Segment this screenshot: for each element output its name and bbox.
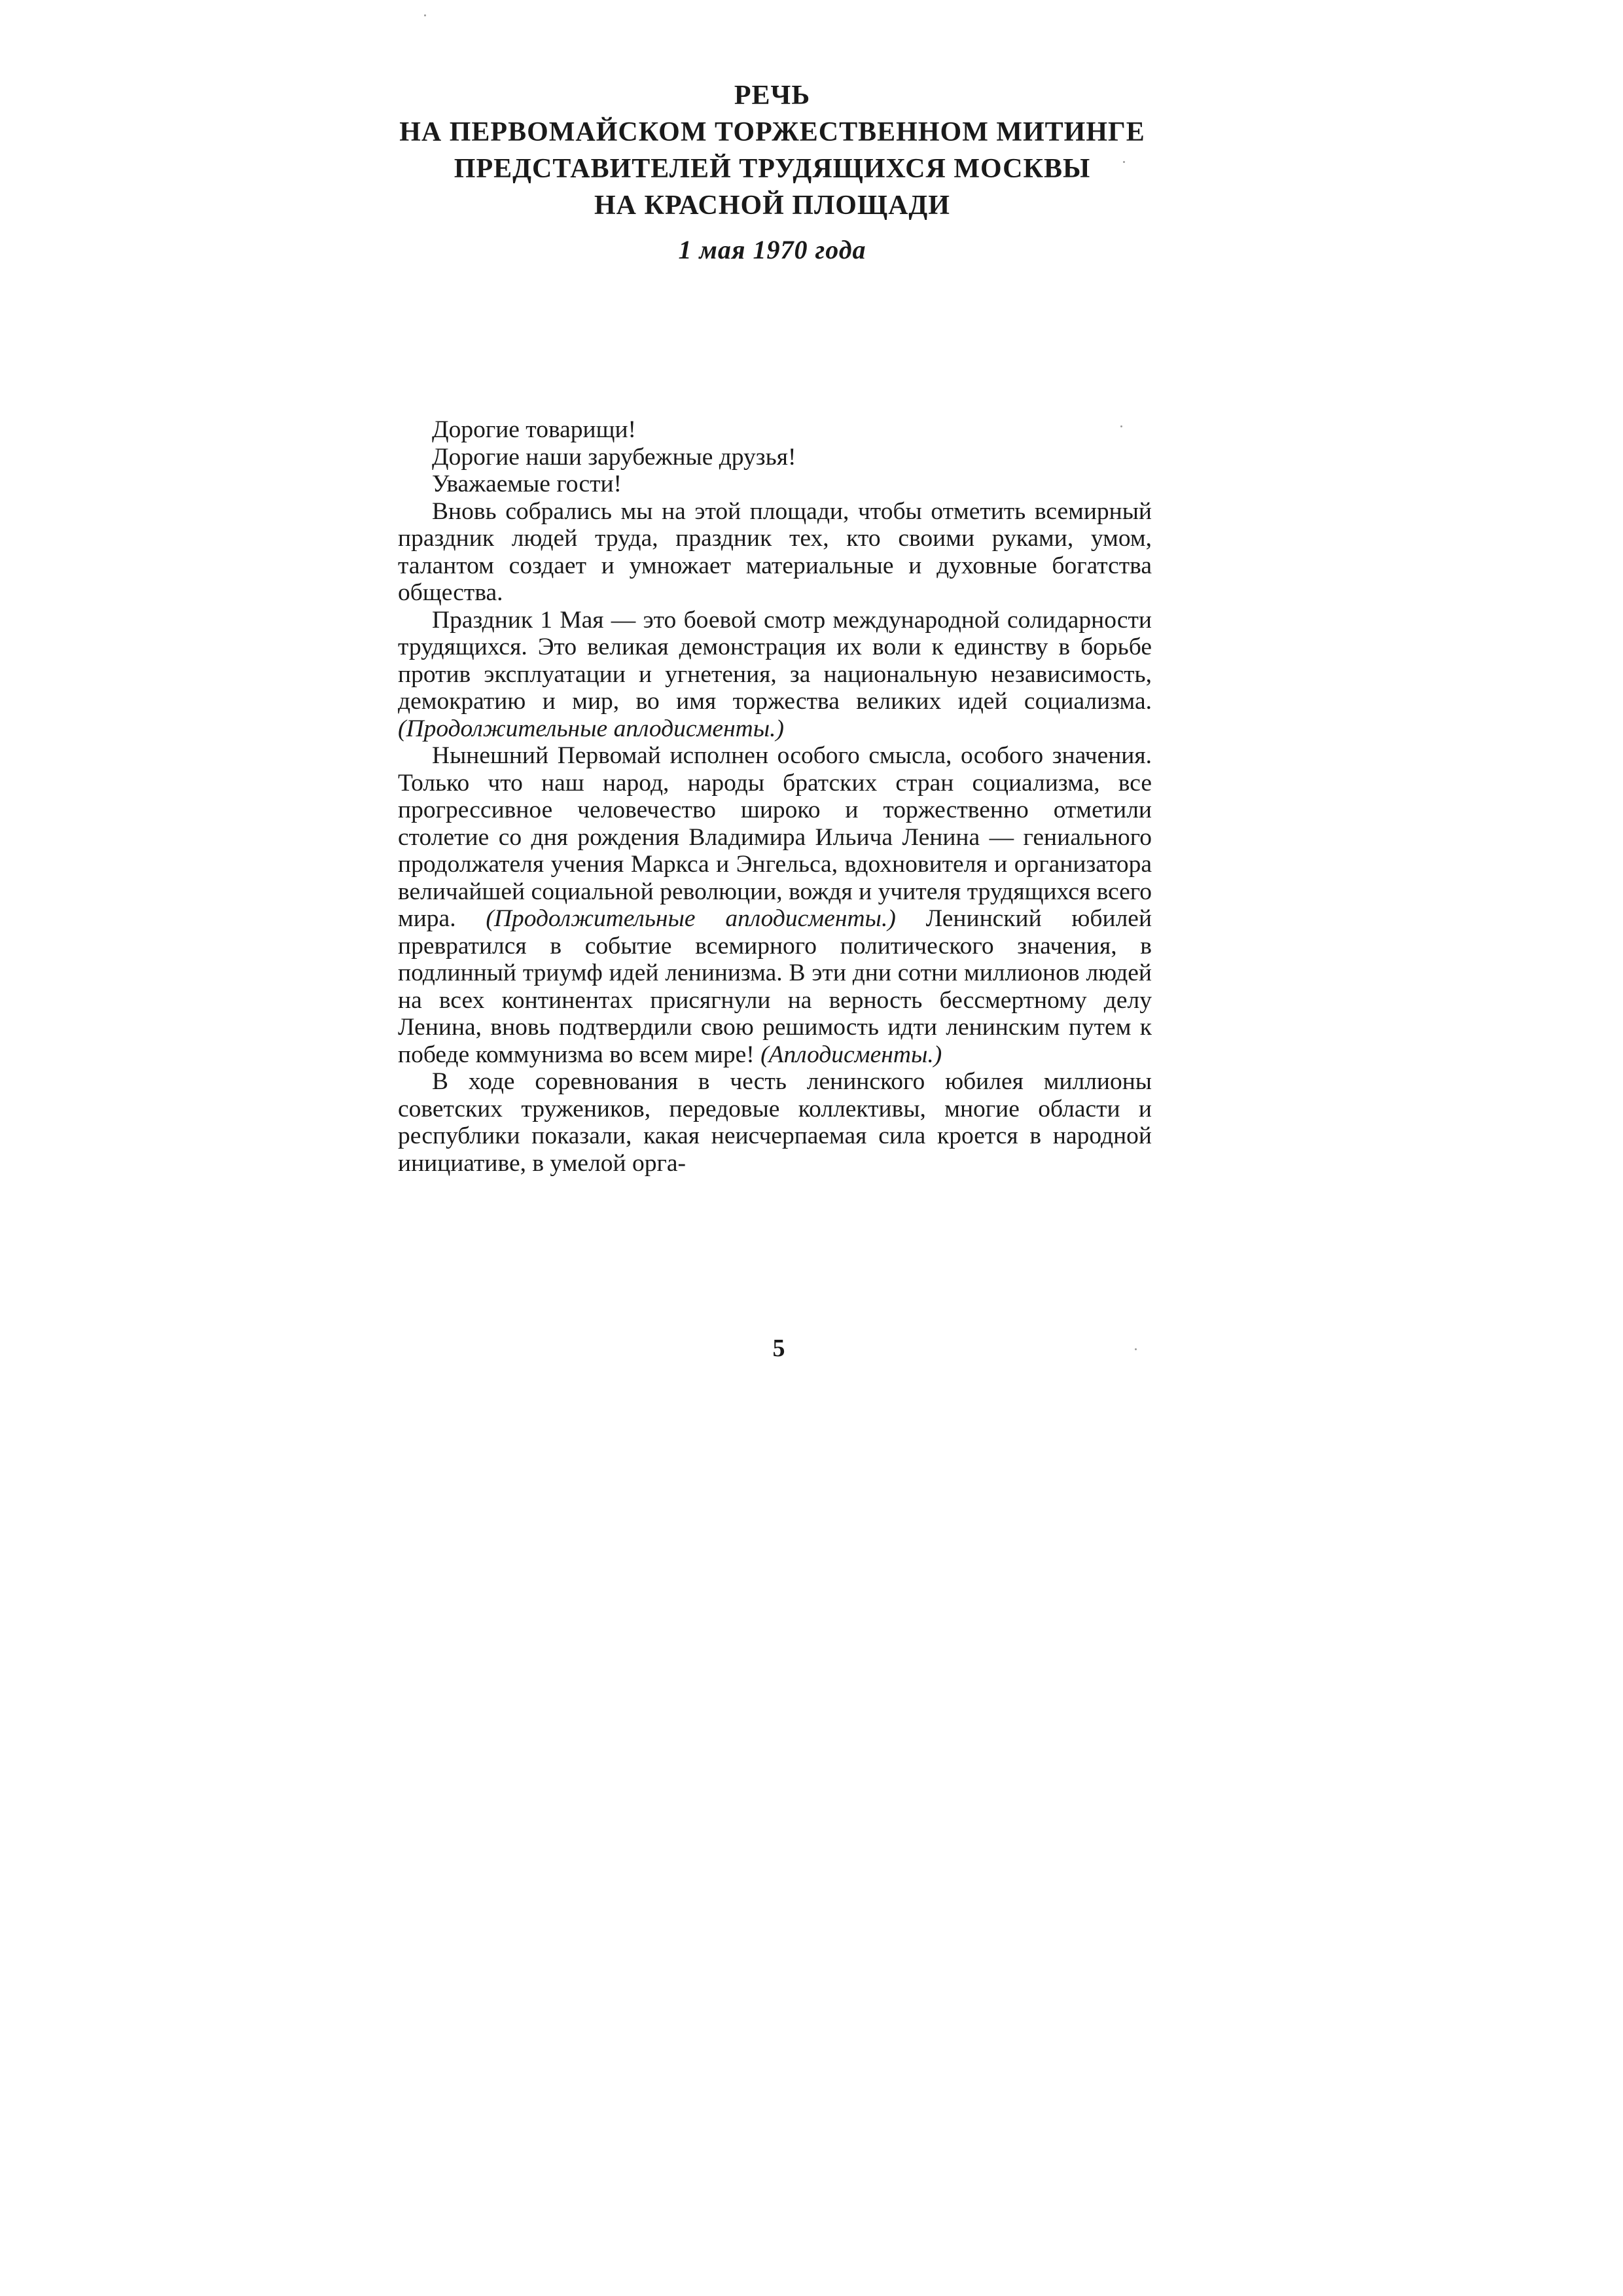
applause-note: (Аплодисменты.) [760, 1041, 942, 1068]
applause-note: (Продолжительные аплодисменты.) [398, 715, 785, 742]
applause-note: (Продолжительные аплодисменты.) [486, 905, 896, 932]
scan-speck [1135, 1348, 1137, 1350]
paragraph [398, 607, 1152, 743]
speech-date: 1 мая 1970 года [678, 235, 866, 264]
paragraph-text: Нынешний Первомай исполнен особого смысла, особого значения. Только что наш народ, народы братских стран социализма, все прогрессивное человечество широко и торжественно отметили столетие со дня рождения Владимира Ильича Ленина — гениального продолжателя учения Маркса и Энгельса, вдохновителя и организатора величайшей социальной революции, вождя и учителя трудящихся всего мира. [398, 742, 1152, 932]
paragraph: В ходе соревнования в честь ленинского юбилея миллионы советских тружеников, передовые коллективы, многие области и республики показали, какая неисчерпаемая сила кроется в народной инициативе, в умелой орга- [398, 1068, 1152, 1177]
greeting-line: Дорогие товарищи! [432, 416, 637, 443]
paragraph [398, 742, 1152, 1068]
heading-title-line: НА ПЕРВОМАЙСКОМ ТОРЖЕСТВЕННОМ МИТИНГЕ [399, 117, 1145, 147]
scan-speck [1120, 425, 1122, 427]
paragraph: Вновь собрались мы на этой площади, чтобы отметить всемирный праздник людей труда, праздник тех, кто своими руками, умом, талантом создает и умножает материальные и духовные богатства общества. [398, 497, 1152, 606]
scan-speck [424, 14, 426, 16]
scan-speck [1123, 161, 1125, 163]
greeting-line: Дорогие наши зарубежные друзья! [432, 443, 796, 471]
paragraph-text: Праздник 1 Мая — это боевой смотр международной солидарности трудящихся. Это великая демонстрация их воли к единству в борьбе против эксплуатации и угнетения, за национальную независимость, демократию и мир, во имя торжества великих идей социализма. [398, 606, 1152, 715]
speech-body [398, 416, 1152, 1177]
heading-title-line: НА КРАСНОЙ ПЛОЩАДИ [594, 190, 950, 221]
heading-title-line: РЕЧЬ [734, 81, 811, 111]
paragraph-text: Ленинский юбилей превратился в событие всемирного политического значения, в подлинный триумф идей ленинизма. В эти дни сотни миллионов людей на всех континентах присягнули на верность бессмертному делу Ленина, вновь подтвердили свою решимость идти ленинским путем к победе коммунизма во всем мире! [398, 905, 1152, 1068]
speech-heading [366, 77, 1178, 268]
heading-title-line: ПРЕДСТАВИТЕЛЕЙ ТРУДЯЩИХСЯ МОСКВЫ [454, 154, 1091, 184]
page-number: 5 [772, 1335, 785, 1362]
greeting-line: Уважаемые гости! [432, 471, 622, 497]
